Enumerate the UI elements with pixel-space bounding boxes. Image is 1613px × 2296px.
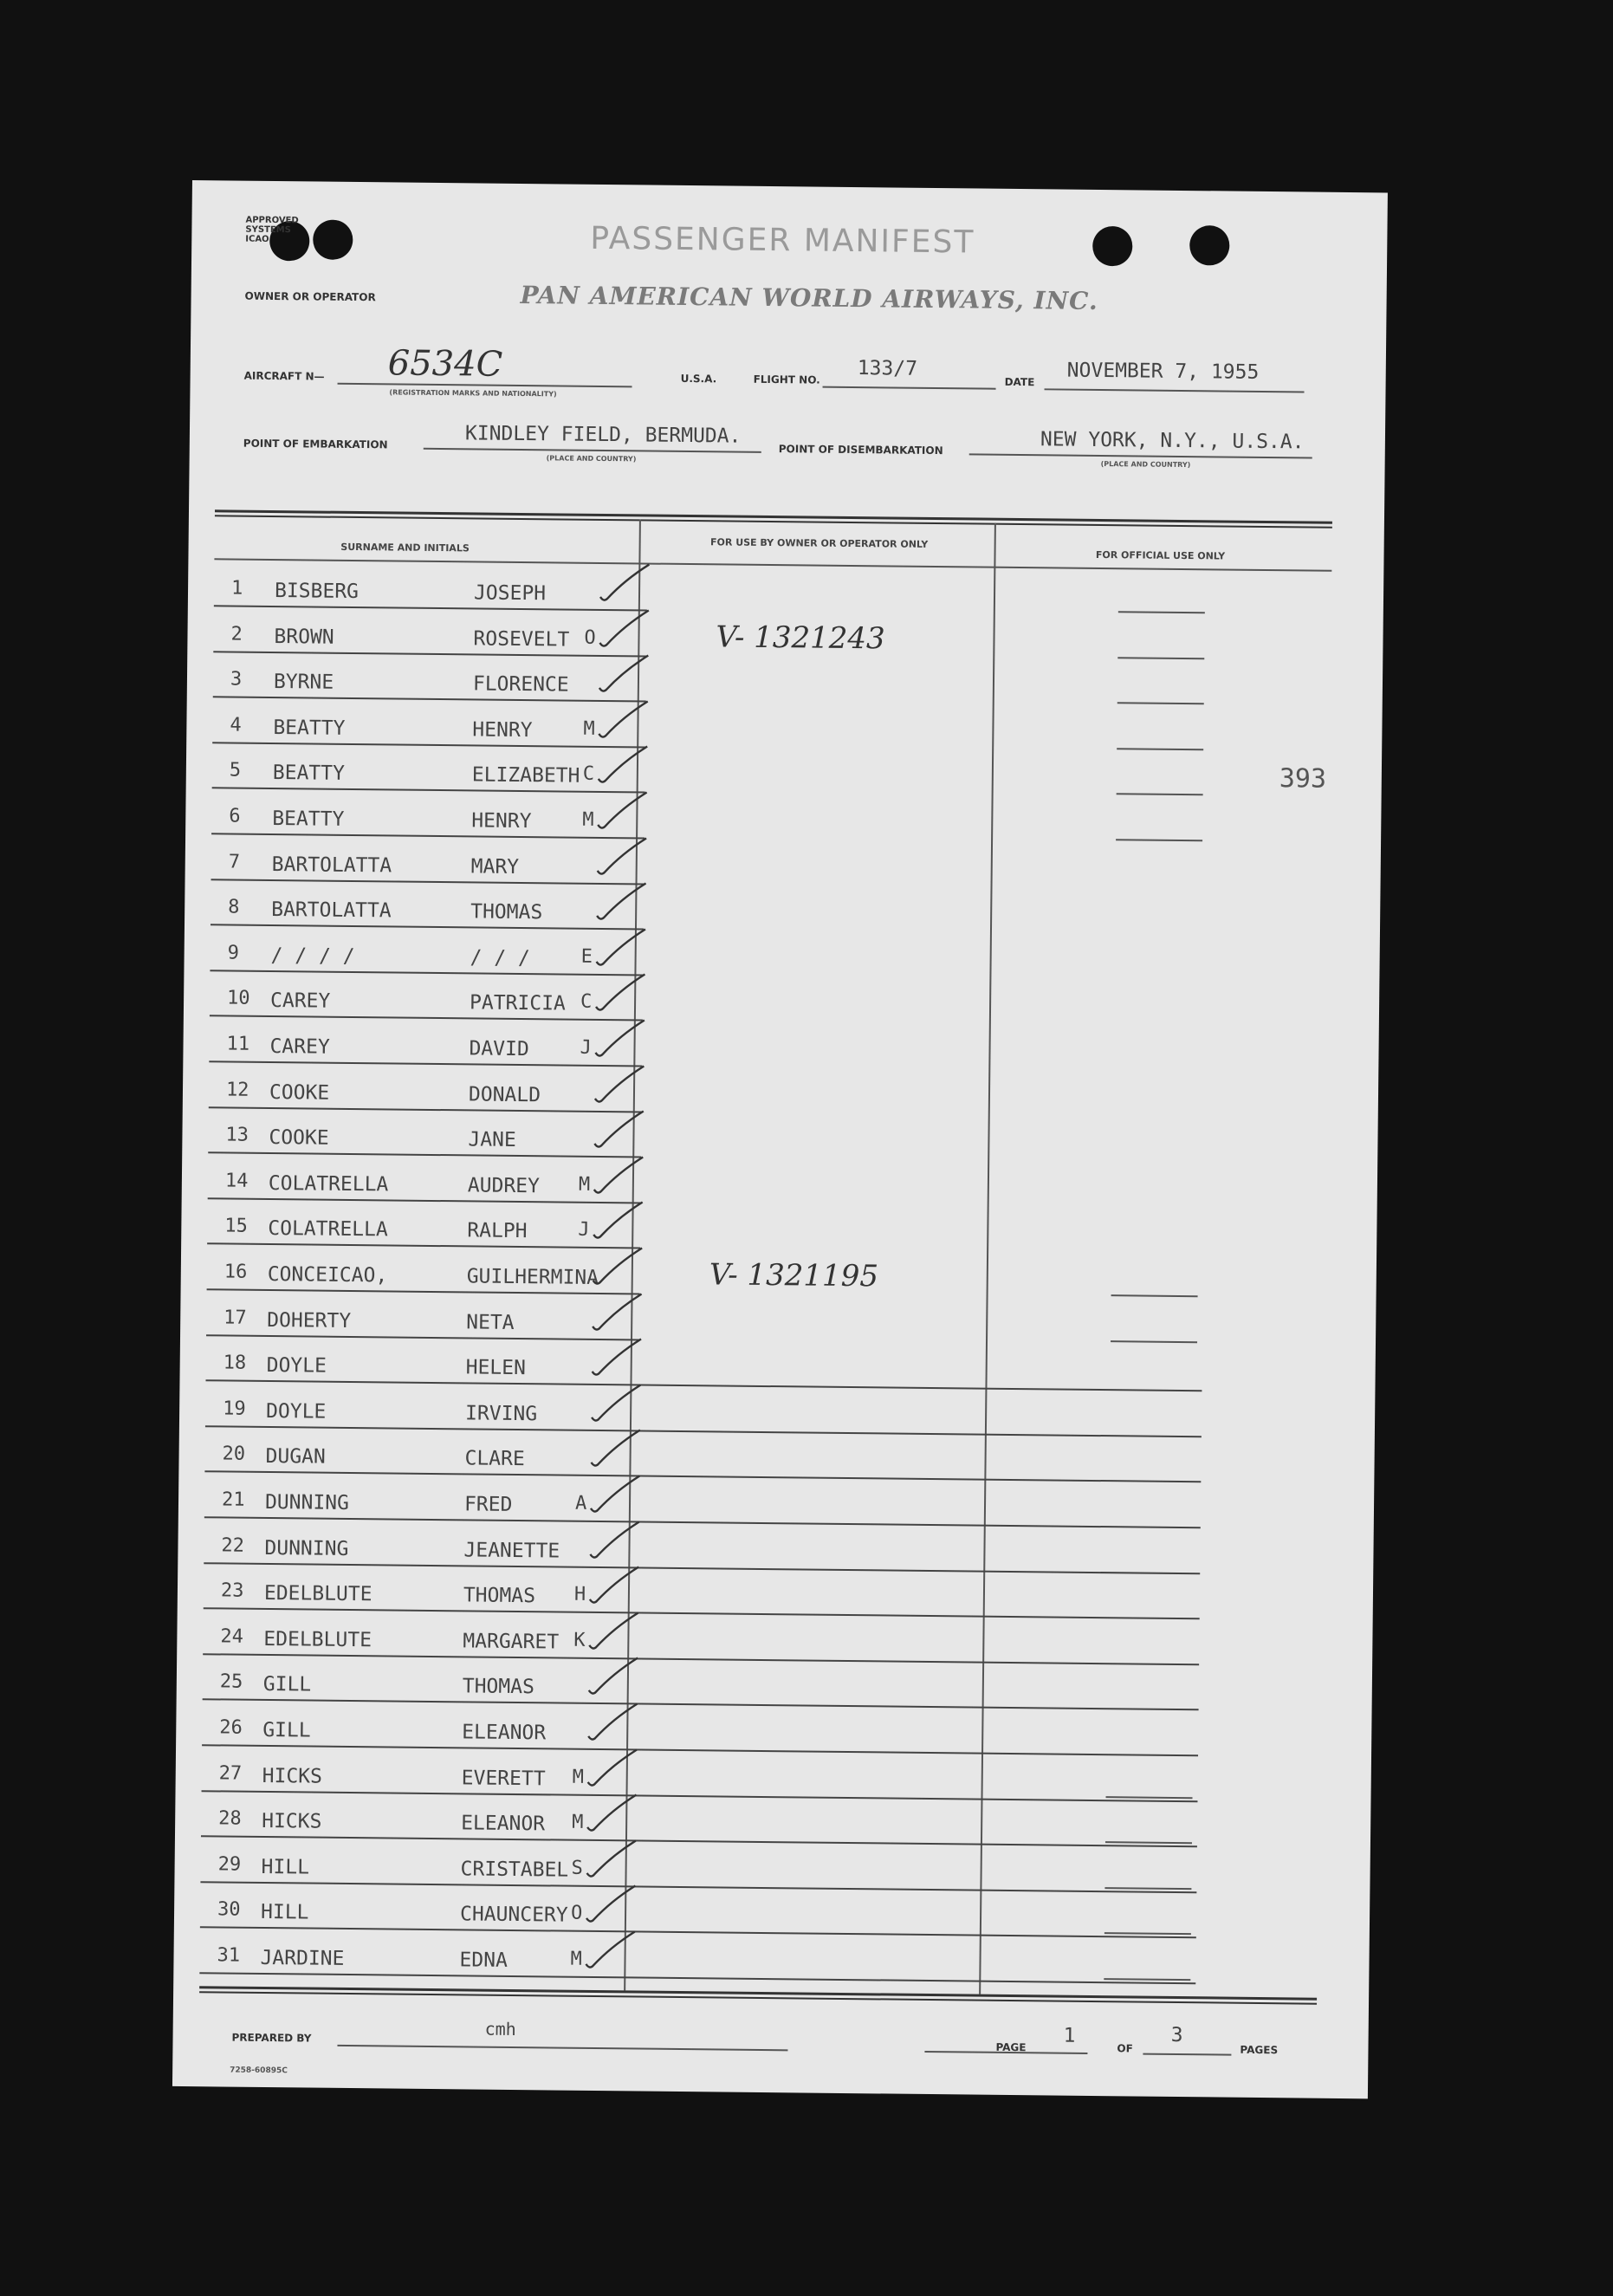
passenger-given-name: / / / xyxy=(470,946,531,970)
passenger-given-name: THOMAS xyxy=(462,1675,535,1699)
of-value: 3 xyxy=(1170,2023,1183,2047)
margin-note: 393 xyxy=(1279,763,1327,795)
passenger-surname: COOKE xyxy=(269,1080,330,1105)
form-number: 7258-60895C xyxy=(230,2066,288,2076)
disembarkation-note: (PLACE AND COUNTRY) xyxy=(1100,459,1191,470)
passenger-number: 28 xyxy=(218,1807,242,1830)
checkmark-icon xyxy=(584,1652,645,1702)
passenger-number: 2 xyxy=(230,623,243,645)
passenger-number: 14 xyxy=(224,1170,249,1192)
passenger-given-name: DONALD xyxy=(468,1082,541,1106)
registration-note: (REGISTRATION MARKS AND NATIONALITY) xyxy=(389,388,557,399)
passenger-given-name: HELEN xyxy=(465,1356,527,1380)
passenger-surname: CAREY xyxy=(269,989,331,1014)
passenger-surname: BARTOLATTA xyxy=(271,853,392,878)
passenger-surname: HILL xyxy=(261,1855,310,1879)
passenger-initial: M xyxy=(583,717,595,740)
checkmark-icon xyxy=(581,1835,643,1884)
passenger-given-name: NETA xyxy=(466,1310,515,1334)
passenger-number: 26 xyxy=(219,1716,243,1739)
embarkation-underline xyxy=(424,448,761,453)
disembarkation-value: NEW YORK, N.Y., U.S.A. xyxy=(1040,428,1305,454)
disembarkation-underline xyxy=(969,453,1312,458)
flight-label: FLIGHT NO. xyxy=(753,373,820,386)
passenger-given-name: FRED xyxy=(463,1493,513,1516)
checkmark-icon xyxy=(590,1015,651,1064)
passenger-surname: CONCEICAO, xyxy=(267,1262,388,1287)
passenger-given-name: GUILHERMINA xyxy=(466,1265,599,1289)
checkmark-icon xyxy=(594,650,656,699)
pages-label: PAGES xyxy=(1240,2043,1279,2057)
checkmark-icon xyxy=(595,559,657,608)
column-header-surname: SURNAME AND INITIALS xyxy=(340,541,470,555)
passenger-given-name: CHAUNCERY xyxy=(459,1903,568,1928)
passenger-given-name: IRVING xyxy=(464,1402,538,1426)
checkmark-icon xyxy=(594,604,656,653)
passenger-initial: O xyxy=(570,1903,583,1925)
aircraft-underline xyxy=(338,383,632,388)
passenger-given-name: ELIZABETH xyxy=(471,763,580,788)
passenger-visa-note: V- 1321195 xyxy=(709,1257,879,1294)
prepared-label: PREPARED BY xyxy=(231,2031,312,2045)
checkmark-icon xyxy=(589,1151,651,1201)
of-underline xyxy=(1143,2053,1231,2056)
passenger-number: 8 xyxy=(228,896,240,918)
passenger-given-name: CLARE xyxy=(464,1447,525,1471)
passenger-given-name: DAVID xyxy=(469,1037,529,1061)
passenger-number: 13 xyxy=(225,1124,249,1146)
passenger-surname: DUNNING xyxy=(264,1536,349,1560)
approval-line: APPROVED xyxy=(245,215,299,226)
passenger-number: 16 xyxy=(223,1261,248,1283)
passenger-given-name: PATRICIA xyxy=(469,991,566,1015)
checkmark-icon xyxy=(590,1060,651,1109)
passenger-surname: HILL xyxy=(260,1901,309,1924)
embarkation-note: (PLACE AND COUNTRY) xyxy=(546,454,637,464)
embarkation-value: KINDLEY FIELD, BERMUDA. xyxy=(464,422,742,448)
checkmark-icon xyxy=(586,1379,648,1429)
passenger-surname: CAREY xyxy=(269,1034,330,1059)
passenger-surname: JARDINE xyxy=(260,1946,345,1970)
checkmark-icon xyxy=(587,1287,649,1337)
passenger-surname: BEATTY xyxy=(272,807,345,831)
approval-line: SYSTEMS xyxy=(245,224,291,236)
column-header-official-use: FOR OFFICIAL USE ONLY xyxy=(1095,548,1226,562)
passenger-initial: O xyxy=(584,626,596,649)
passenger-surname: EDELBLUTE xyxy=(263,1627,372,1652)
checkmark-icon xyxy=(591,969,652,1018)
column-header-owner-use: FOR USE BY OWNER OR OPERATOR ONLY xyxy=(710,536,929,550)
passenger-given-name: FLORENCE xyxy=(472,672,569,697)
passenger-initial: M xyxy=(578,1173,591,1196)
passenger-number: 29 xyxy=(217,1853,242,1876)
passenger-initial: J xyxy=(580,1036,592,1059)
checkmark-icon xyxy=(585,1515,646,1565)
passenger-given-name: THOMAS xyxy=(470,900,543,924)
date-underline xyxy=(1045,388,1305,392)
passenger-surname: DOYLE xyxy=(266,1354,327,1378)
approval-stamp xyxy=(245,216,299,245)
passenger-surname: BYRNE xyxy=(273,671,334,694)
passenger-number: 23 xyxy=(220,1579,244,1602)
passenger-given-name: JOSEPH xyxy=(473,581,547,606)
passenger-number: 25 xyxy=(219,1670,243,1694)
document-title: PASSENGER MANIFEST xyxy=(590,220,975,261)
passenger-initial: J xyxy=(578,1219,590,1242)
passenger-number: 21 xyxy=(221,1489,245,1511)
passenger-given-name: MARY xyxy=(470,855,520,879)
passenger-number: 5 xyxy=(229,759,242,782)
date-label: DATE xyxy=(1004,375,1035,389)
passenger-surname: BARTOLATTA xyxy=(271,898,392,923)
usa-label: U.S.A. xyxy=(680,372,717,386)
page-label: PAGE xyxy=(995,2040,1027,2054)
prepared-underline xyxy=(337,2045,787,2051)
passenger-number: 18 xyxy=(223,1352,247,1374)
disembarkation-label: POINT OF DISEMBARKATION xyxy=(778,443,943,457)
passenger-visa-note: V- 1321243 xyxy=(716,619,885,656)
passenger-given-name: ELEANOR xyxy=(461,1812,546,1836)
aircraft-label: AIRCRAFT N— xyxy=(243,369,325,383)
checkmark-icon xyxy=(589,1106,651,1155)
passenger-number: 30 xyxy=(217,1898,241,1922)
passenger-given-name: RALPH xyxy=(467,1219,528,1243)
date-value: NOVEMBER 7, 1955 xyxy=(1066,359,1260,384)
passenger-number: 19 xyxy=(223,1398,246,1420)
flight-value: 133/7 xyxy=(857,357,918,380)
passenger-given-name: JANE xyxy=(468,1128,516,1152)
checkmark-icon xyxy=(588,1242,650,1292)
checkmark-icon xyxy=(587,1333,649,1383)
passenger-number: 4 xyxy=(230,714,242,736)
prepared-value: cmh xyxy=(484,2018,516,2040)
flight-underline xyxy=(823,386,996,390)
passenger-surname: DOHERTY xyxy=(267,1308,352,1333)
passenger-number: 1 xyxy=(230,577,243,600)
passenger-surname: / / / / xyxy=(270,944,355,968)
passenger-surname: HICKS xyxy=(262,1810,322,1833)
passenger-number: 6 xyxy=(229,805,241,827)
carrier-name: PAN AMERICAN WORLD AIRWAYS, INC. xyxy=(520,280,1098,315)
checkmark-icon xyxy=(591,924,652,973)
passenger-surname: COLATRELLA xyxy=(268,1217,388,1242)
passenger-initial: A xyxy=(574,1492,587,1514)
passenger-number: 9 xyxy=(227,942,240,964)
passenger-surname: COLATRELLA xyxy=(268,1171,389,1197)
approval-line: ICAO xyxy=(245,234,269,244)
checkmark-icon xyxy=(586,1470,647,1520)
passenger-surname: GILL xyxy=(262,1673,312,1696)
passenger-given-name: MARGARET xyxy=(463,1630,560,1654)
checkmark-icon xyxy=(593,832,654,881)
passenger-given-name: THOMAS xyxy=(463,1584,536,1608)
passenger-number: 12 xyxy=(225,1079,249,1101)
checkmark-icon xyxy=(583,1698,645,1748)
passenger-surname: DOYLE xyxy=(265,1399,327,1424)
passenger-given-name: CRISTABEL xyxy=(460,1858,569,1882)
passenger-surname: GILL xyxy=(262,1718,311,1742)
of-label: OF xyxy=(1117,2042,1133,2055)
owner-label: OWNER OR OPERATOR xyxy=(244,289,376,304)
passenger-number: 15 xyxy=(224,1215,248,1238)
passenger-number: 17 xyxy=(223,1307,247,1329)
passenger-number: 27 xyxy=(218,1762,243,1785)
passenger-initial: C xyxy=(582,763,595,786)
checkmark-icon xyxy=(580,1926,642,1975)
passenger-surname: DUNNING xyxy=(264,1490,350,1514)
passenger-initial: M xyxy=(572,1811,584,1834)
passenger-given-name: EDNA xyxy=(459,1949,509,1972)
passenger-number: 7 xyxy=(228,851,241,873)
checkmark-icon xyxy=(582,1789,644,1839)
passenger-given-name: EVERETT xyxy=(461,1766,546,1790)
page-value: 1 xyxy=(1063,2024,1076,2047)
passenger-number: 31 xyxy=(217,1944,241,1967)
page-underline xyxy=(924,2051,1087,2054)
checkmark-icon xyxy=(585,1561,646,1611)
row-rule xyxy=(199,1972,1195,1984)
passenger-surname: BEATTY xyxy=(273,716,346,740)
passenger-surname: BEATTY xyxy=(272,762,346,786)
checkmark-icon xyxy=(592,878,653,927)
passenger-number: 22 xyxy=(221,1534,245,1557)
passenger-initial: H xyxy=(573,1583,586,1606)
checkmark-icon xyxy=(584,1607,645,1657)
checkmark-icon xyxy=(581,1880,643,1930)
passenger-number: 3 xyxy=(230,668,243,691)
punch-hole-right-2 xyxy=(1189,225,1229,265)
passenger-number: 20 xyxy=(222,1443,246,1466)
punch-hole-right-1 xyxy=(1092,226,1132,266)
passenger-surname: BROWN xyxy=(274,625,334,649)
punch-hole-left-2 xyxy=(313,219,353,259)
checkmark-icon xyxy=(583,1743,645,1793)
passenger-given-name: HENRY xyxy=(472,718,533,742)
checkmark-icon xyxy=(593,787,654,836)
checkmark-icon xyxy=(593,741,655,790)
passenger-number: 11 xyxy=(226,1033,250,1055)
passenger-given-name: ELEANOR xyxy=(462,1721,547,1745)
aircraft-value: 6534C xyxy=(387,343,503,385)
passenger-number: 24 xyxy=(220,1625,244,1648)
passenger-initial: S xyxy=(571,1857,584,1879)
passenger-initial: C xyxy=(580,991,593,1014)
passenger-surname: COOKE xyxy=(269,1126,329,1150)
checkmark-icon xyxy=(588,1197,650,1246)
passenger-surname: EDELBLUTE xyxy=(263,1582,372,1606)
passenger-surname: DUGAN xyxy=(265,1445,326,1469)
passenger-initial: M xyxy=(570,1948,582,1970)
checkmark-icon xyxy=(586,1424,647,1474)
passenger-surname: BISBERG xyxy=(274,580,360,604)
manifest-sheet xyxy=(172,180,1388,2098)
embarkation-label: POINT OF EMBARKATION xyxy=(243,437,388,451)
passenger-initial: M xyxy=(572,1766,585,1788)
passenger-given-name: AUDREY xyxy=(467,1174,541,1198)
passenger-number: 10 xyxy=(226,987,250,1010)
passenger-surname: HICKS xyxy=(262,1764,323,1788)
checkmark-icon xyxy=(593,696,655,745)
passenger-given-name: ROSEVELT xyxy=(473,627,570,652)
passenger-initial: M xyxy=(582,808,594,831)
passenger-initial: K xyxy=(573,1629,586,1651)
passenger-given-name: JEANETTE xyxy=(463,1538,560,1563)
passenger-given-name: HENRY xyxy=(471,809,532,833)
passenger-initial: E xyxy=(580,945,593,968)
